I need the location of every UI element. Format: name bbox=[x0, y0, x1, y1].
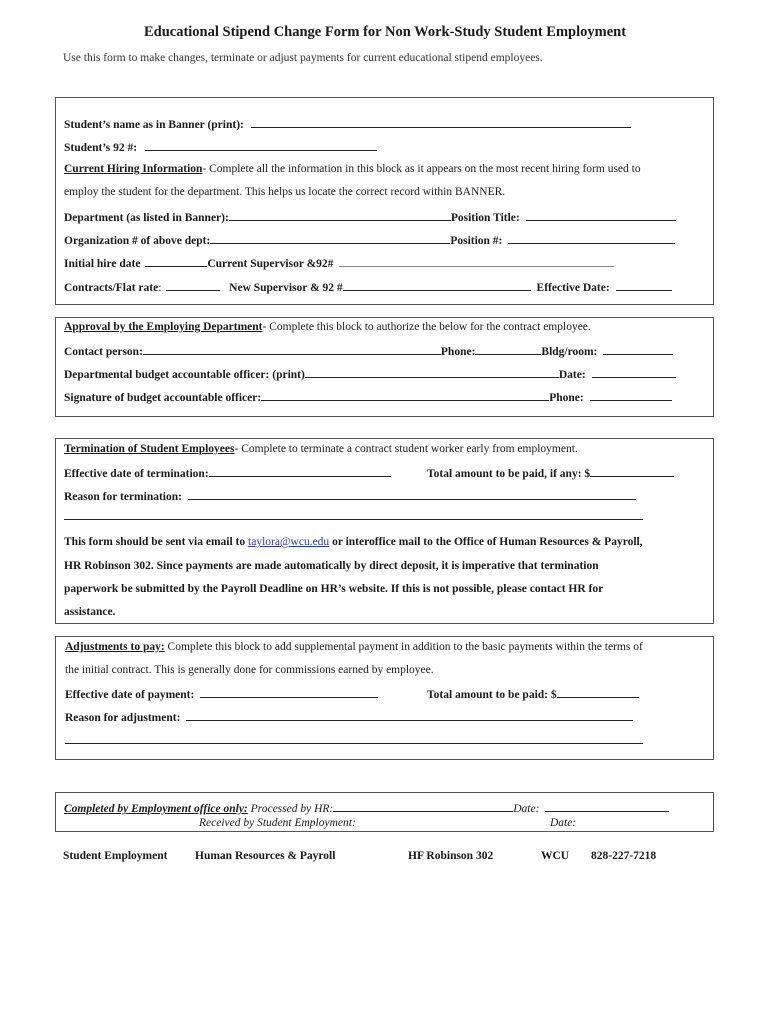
adjustment-date-label: Effective date of payment: bbox=[65, 689, 195, 701]
notice-line-4: assistance. bbox=[64, 606, 116, 618]
processed-by-field[interactable] bbox=[333, 801, 513, 812]
initial-hire-label: Initial hire date bbox=[64, 258, 141, 270]
termination-reason-line-2[interactable] bbox=[64, 509, 643, 520]
adjustment-reason-field[interactable] bbox=[186, 710, 633, 721]
termination-text: - Complete to terminate a contract student worker early from employment. bbox=[234, 443, 578, 455]
phone-label: Phone: bbox=[440, 346, 476, 358]
adjustment-reason-label: Reason for adjustment: bbox=[65, 712, 181, 724]
position-title-field[interactable] bbox=[526, 210, 676, 221]
contracts-label: Contracts/Flat rate bbox=[64, 282, 159, 294]
date-field[interactable] bbox=[592, 367, 676, 378]
adjustment-total-field[interactable] bbox=[557, 687, 639, 698]
new-supervisor-label: New Supervisor & 92 # bbox=[229, 282, 343, 294]
form-title: Educational Stipend Change Form for Non Work-Study Student Employment bbox=[143, 24, 627, 40]
footer-school: WCU bbox=[541, 850, 570, 862]
current-hiring-text-2: employ the student for the department. This helps us locate the correct record within BANNER. bbox=[64, 186, 506, 198]
adjustment-heading: Adjustments to pay: bbox=[65, 641, 165, 653]
adjustment-date-field[interactable] bbox=[200, 687, 378, 698]
student-id-field[interactable] bbox=[145, 140, 377, 151]
adjustment-total-label: Total amount to be paid: $ bbox=[427, 689, 557, 701]
termination-reason-field[interactable] bbox=[188, 489, 636, 500]
termination-reason-label: Reason for termination: bbox=[64, 491, 182, 503]
termination-box bbox=[55, 438, 714, 624]
office-use-box bbox=[55, 792, 714, 832]
notice-line-1-post: or interoffice mail to the Office of Human Resources & Payroll, bbox=[329, 536, 643, 548]
position-title-label: Position Title: bbox=[450, 212, 520, 224]
signature-label: Signature of budget accountable officer: bbox=[64, 392, 262, 404]
footer-dept: Student Employment bbox=[63, 850, 168, 862]
effective-date-field[interactable] bbox=[616, 280, 672, 291]
new-supervisor-field[interactable] bbox=[343, 280, 531, 291]
contact-person-field[interactable] bbox=[143, 344, 441, 355]
department-field[interactable] bbox=[229, 210, 451, 221]
processed-by-label: Processed by HR: bbox=[247, 803, 334, 815]
hr-email-link[interactable]: taylora@wcu.edu bbox=[248, 536, 330, 548]
bldg-room-field[interactable] bbox=[603, 344, 673, 355]
position-number-field[interactable] bbox=[508, 233, 675, 244]
initial-hire-field[interactable] bbox=[145, 256, 207, 267]
termination-date-field[interactable] bbox=[209, 466, 391, 477]
position-number-label: Position #: bbox=[450, 235, 503, 247]
contact-person-label: Contact person: bbox=[64, 346, 143, 358]
signature-field[interactable] bbox=[261, 390, 549, 401]
office-date-label: Date: bbox=[513, 803, 540, 815]
termination-date-label: Effective date of termination: bbox=[64, 468, 209, 480]
current-hiring-text-1: - Complete all the information in this block as it appears on the most recent hiring form used to bbox=[202, 163, 641, 175]
student-name-field[interactable] bbox=[251, 117, 631, 128]
organization-label: Organization # of above dept: bbox=[64, 235, 211, 247]
approval-heading: Approval by the Employing Department bbox=[64, 321, 263, 333]
notice-line-2: HR Robinson 302. Since payments are made automatically by direct deposit, it is imperative that termination bbox=[64, 560, 599, 572]
termination-total-field[interactable] bbox=[590, 466, 674, 477]
effective-date-label: Effective Date: bbox=[536, 282, 610, 294]
notice-line-3: paperwork be submitted by the Payroll Deadline on HR’s website. If this is not possible, please contact HR for bbox=[64, 583, 604, 595]
received-by-label: Received by Student Employment: bbox=[199, 817, 356, 829]
bldg-room-label: Bldg/room: bbox=[541, 346, 598, 358]
current-supervisor-field[interactable] bbox=[339, 256, 614, 267]
student-info-box: Student’s name as in Banner (print): Student’s 92 #: Current Hiring Information- Complete all the information in this block as it appears on the most recent hiring form used to employ the student for the department. This helps us locate the correct record within BANNER. Department (as listed in Banner): Position Title: Organization # of above dept: Position #: Initial hire date Current Supervisor &92# Contracts/Flat rate: New Supervisor & 92 # Effective Date: bbox=[55, 97, 714, 305]
phone-field[interactable] bbox=[475, 344, 541, 355]
footer-phone: 828-227-7218 bbox=[591, 850, 657, 862]
adjustment-box bbox=[55, 636, 714, 760]
contracts-field[interactable] bbox=[166, 280, 220, 291]
current-supervisor-label: Current Supervisor &92# bbox=[207, 258, 334, 270]
notice-line-1-pre: This form should be sent via email to bbox=[64, 536, 249, 548]
adjustment-text-2: the initial contract. This is generally done for commissions earned by employee. bbox=[65, 664, 434, 676]
office-use-heading: Completed by Employment office only: bbox=[64, 803, 248, 815]
student-id-label: Student’s 92 #: bbox=[64, 142, 138, 154]
budget-officer-field[interactable] bbox=[305, 367, 559, 378]
department-label: Department (as listed in Banner): bbox=[64, 212, 229, 224]
approval-text: - Complete this block to authorize the below for the contract employee. bbox=[262, 321, 591, 333]
office-date-field[interactable] bbox=[545, 801, 669, 812]
office-date2-label: Date: bbox=[550, 817, 577, 829]
current-hiring-heading: Current Hiring Information bbox=[64, 163, 203, 175]
approval-box bbox=[55, 317, 714, 417]
organization-field[interactable] bbox=[210, 233, 450, 244]
budget-officer-label: Departmental budget accountable officer: (print) bbox=[64, 369, 305, 381]
phone2-label: Phone: bbox=[549, 392, 584, 404]
adjustment-text-1: Complete this block to add supplemental payment in addition to the basic payments within the terms of bbox=[164, 641, 643, 653]
termination-total-label: Total amount to be paid, if any: $ bbox=[427, 468, 591, 480]
footer bbox=[0, 850, 770, 866]
phone2-field[interactable] bbox=[590, 390, 672, 401]
footer-location: HF Robinson 302 bbox=[408, 850, 494, 862]
date-label: Date: bbox=[558, 369, 586, 381]
adjustment-reason-line-2[interactable] bbox=[65, 733, 643, 744]
footer-office: Human Resources & Payroll bbox=[195, 850, 336, 862]
student-name-label: Student’s name as in Banner (print): bbox=[64, 119, 244, 131]
form-subtitle: Use this form to make changes, terminate or adjust payments for current educational stipend employees. bbox=[63, 52, 543, 64]
termination-heading: Termination of Student Employees bbox=[64, 443, 235, 455]
